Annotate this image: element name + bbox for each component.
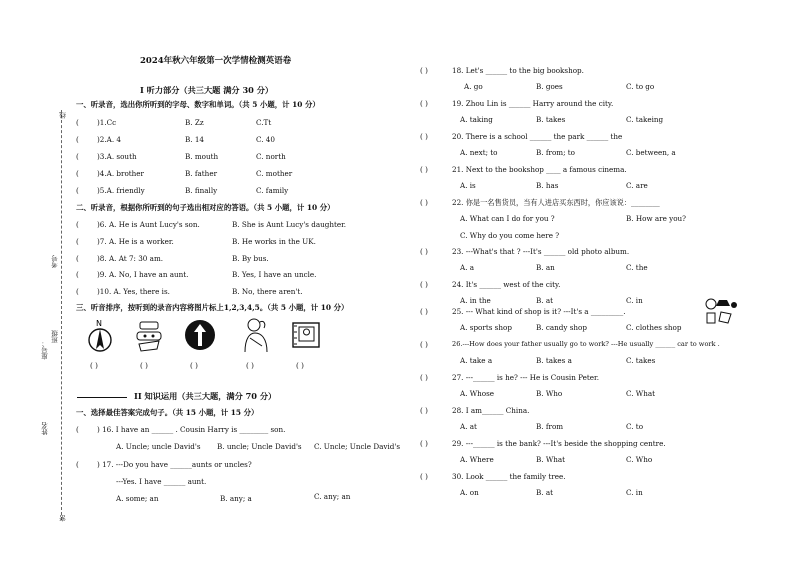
question-17: ) 17. ---Do you have ______aunts or uncles? [97,460,252,469]
option-b: B. at [536,296,554,305]
part2-heading: II 知识运用（共三大题，满分 70 分） [134,391,277,401]
option-a: A. some; an [116,494,159,503]
option-c: C. north [256,152,286,161]
option-c: C. takeing [626,115,664,124]
option-b: B. candy shop [536,323,587,332]
question-30: 30. Look ______ the family tree. [452,472,566,481]
question-24: 24. It's ______ west of the city. [452,280,561,289]
option-a: A. sports shop [460,323,512,332]
question-20: 20. There is a school ______ the park ______ the [452,132,623,141]
option-a: A. Where [460,455,494,464]
question-5: )5.A. friendly [97,186,145,195]
option-b: B. How are you? [626,214,687,223]
exam-title: 2024年秋六年级第一次学情检测英语卷 [140,56,292,66]
answer-paren[interactable]: ( ) [420,66,428,75]
answer-paren[interactable]: ( ) [420,132,428,141]
option-c: C. in [626,488,643,497]
option-a: A. go [464,82,483,91]
part1-heading: I 听力部分（共三大题 满分 30 分） [140,85,274,95]
option-b: B. from [536,422,564,431]
question-19: 19. Zhou Lin is ______ Harry around the city. [452,99,614,108]
question-17-line2: ---Yes. I have ______ aunt. [116,477,207,486]
picture-answer-1[interactable]: ( ) [90,361,98,370]
side-label-mi: 密 [59,515,67,522]
option-b: B. father [185,169,218,178]
option-b: B. uncle; Uncle David's [217,442,302,451]
answer-paren[interactable]: ( [76,152,79,161]
answer-paren[interactable]: ( ) [420,406,428,415]
answer-paren[interactable]: ( ) [420,439,428,448]
question-27: 27. ---______ is he? --- He is Cousin Peter. [452,373,599,382]
question-28: 28. I am______ China. [452,406,530,415]
answer-paren[interactable]: ( ) [420,340,428,349]
question-3: )3.A. south [97,152,137,161]
answer-paren[interactable]: ( [76,186,79,195]
sec1-heading: 一、听录音，选出你所听到的字母、数字和单词。（共 5 小题，计 10 分） [76,100,320,109]
side-label-class: 班级 [51,330,59,343]
question-25: 25. --- What kind of shop is it? ---It's a _________. [452,307,626,316]
side-label-kaohao: 考号 [51,255,59,268]
option-c: C. any; an [314,492,351,501]
option-c: C. clothes shop [626,323,682,332]
picture-answer-3[interactable]: ( ) [190,361,198,370]
option-b: B. takes [536,115,566,124]
question-22: 22. 你是一名售货员，当有人进店买东西时，你应该说：________ [452,198,660,207]
part2-rule [77,397,127,398]
option-a: A. Uncle; uncle David's [116,442,201,451]
option-c: C. to go [626,82,655,91]
question-21: 21. Next to the bookshop ____ a famous cinema. [452,165,627,174]
option-c: C. mother [256,169,293,178]
option-a: A. on [460,488,479,497]
question-7: )7. A. He is a worker. [97,237,174,246]
question-29: 29. ---______ is the bank? ---It's beside the shopping centre. [452,439,666,448]
sec3-heading: 三、听音排序，按听到的录音内容将图片标上1,2,3,4,5。（共 5 小题，计 10 分） [76,303,349,312]
answer-paren[interactable]: ( [76,220,79,229]
side-label-name: 姓名 [41,422,49,435]
question-18: 18. Let's ______ to the big bookshop. [452,66,584,75]
question-16: ) 16. I have an ______ . Cousin Harry is ________ son. [97,425,286,434]
option-b: B. She is Aunt Lucy's daughter. [232,220,347,229]
candy-shop-icon [133,318,165,352]
clothes-shop-icon [703,296,739,326]
option-b: B. 14 [185,135,204,144]
option-c: C. between, a [626,148,676,157]
option-b: B. mouth [185,152,219,161]
question-6: )6. A. He is Aunt Lucy's son. [97,220,200,229]
option-b: B. an [536,263,555,272]
part2-sec1-heading: 一、选择最佳答案完成句子。（共 15 小题，计 15 分） [76,408,259,417]
answer-paren[interactable]: ( ) [420,165,428,174]
option-c: C. 40 [256,135,275,144]
question-8: )8. A. At 7: 30 am. [97,254,164,263]
photo-album-icon [290,320,322,350]
answer-paren[interactable]: ( [76,118,79,127]
option-c: C.Tt [256,118,272,127]
answer-paren[interactable]: ( ) [420,198,428,207]
question-2: )2.A. 4 [97,135,121,144]
side-label-seat: 座号： [41,340,49,360]
answer-paren[interactable]: ( ) [420,247,428,256]
answer-paren[interactable]: ( [76,254,79,263]
option-a: A. a [460,263,475,272]
option-a: A. What can I do for you ? [460,214,555,223]
sec2-heading: 二、听录音，根据你所听到的句子选出相对应的答语。（共 5 小题，计 10 分） [76,203,335,212]
answer-paren[interactable]: ( [76,135,79,144]
option-a: A. Whose [460,389,495,398]
answer-paren[interactable]: ( [76,287,79,296]
answer-paren[interactable]: ( ) [420,472,428,481]
option-b: B. takes a [536,356,572,365]
option-b: B. goes [536,82,563,91]
answer-paren[interactable]: ( [76,270,79,279]
question-4: )4.A. brother [97,169,144,178]
option-b: B. at [536,488,554,497]
answer-paren[interactable]: ( [76,460,79,469]
question-23: 23. ---What's that ? ---It's ______ old photo album. [452,247,630,256]
answer-paren[interactable]: ( [76,169,79,178]
binding-line [61,110,62,520]
option-c: C. Uncle; Uncle David's [314,442,401,451]
question-9: )9. A. No, I have an aunt. [97,270,189,279]
answer-paren[interactable]: ( ) [420,280,428,289]
option-a: A. take a [460,356,493,365]
picture-answer-2[interactable]: ( ) [140,361,148,370]
option-c: C. in [626,296,643,305]
option-b: B. He works in the UK. [232,237,316,246]
option-b: B. Zz [185,118,204,127]
answer-paren[interactable]: ( ) [420,373,428,382]
option-b: B. from; to [536,148,576,157]
straight-ahead-sign-icon [183,318,217,352]
option-c: C. What [626,389,656,398]
question-26: 26.---How does your father usually go to work? ---He usually ______ car to work . [452,340,720,348]
option-c: C. are [626,181,648,190]
answer-paren[interactable]: ( ) [420,307,428,316]
option-a: A. is [460,181,476,190]
side-label-line: 线 [59,112,67,119]
option-c: C. family [256,186,289,195]
option-b: B. has [536,181,559,190]
option-b: B. By bus. [232,254,269,263]
option-b: B. What [536,455,566,464]
option-c: C. the [626,263,648,272]
option-b: B. finally [185,186,218,195]
question-10: )10. A. Yes, there is. [97,287,170,296]
option-b: B. any; a [220,494,252,503]
option-a: A. taking [460,115,493,124]
answer-paren[interactable]: ( [76,237,79,246]
answer-paren[interactable]: ( ) [420,99,428,108]
picture-answer-5[interactable]: ( ) [296,361,304,370]
option-c: C. Who [626,455,653,464]
question-1: )1.Cc [97,118,117,127]
option-b: B. Who [536,389,563,398]
option-c: C. takes [626,356,656,365]
compass-icon [85,318,115,354]
picture-answer-4[interactable]: ( ) [246,361,254,370]
option-c: C. Why do you come here ? [460,231,560,240]
option-c: C. to [626,422,644,431]
option-b: B. No, there aren't. [232,287,303,296]
compass-letter: N [96,319,102,328]
option-a: A. at [460,422,477,431]
option-a: A. next; to [460,148,498,157]
answer-paren[interactable]: ( [76,425,79,434]
option-b: B. Yes, I have an uncle. [232,270,317,279]
worker-person-icon [240,316,272,354]
option-a: A. in the [460,296,491,305]
